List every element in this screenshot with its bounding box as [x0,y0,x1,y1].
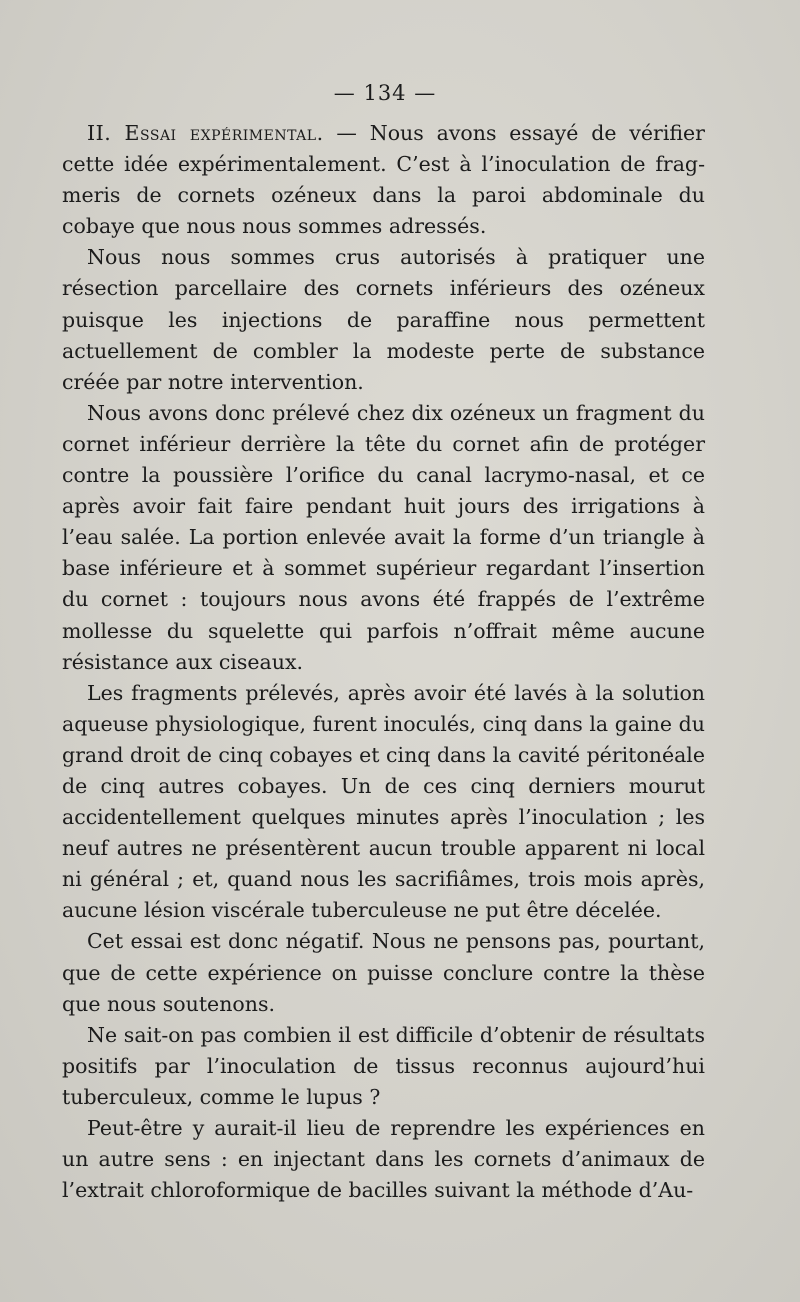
paragraph-1-text: Nous avons essayé de vérifier cette idée expérimentalement. C’est à l’inoculation de fragmeris de cornets ozéneux dans la paroi abdominale du cobaye que nous nous sommes adressés. [62,121,705,239]
paragraph-6: Ne sait-on pas combien il est difficile d’obtenir de résultats positifs par l’inoculation de tissus reconnus aujourd’hui tuberculeux, comme le lupus ? [62,1022,705,1109]
paragraph-4: Les fragments prélevés, après avoir été lavés à la solution aqueuse physiologique, furent inoculés, cinq dans la gaine du grand droit de cinq cobayes et cinq dans la cavité péritonéale de cinq autres cobayes. Un de ces cinq derniers mourut accidentellement quelques minutes après l’inoculation ; les neuf autres ne présentèrent aucun trouble apparent ni local ni général ; et, quand nous les sacrifiâmes, trois mois après, aucune lésion viscérale tuberculeuse ne put être décelée. [62,680,705,923]
paragraph-5: Cet essai est donc négatif. Nous ne pensons pas, pourtant, que de cette expérience on puisse conclure contre la thèse que nous soutenons. [62,929,705,1016]
paragraph-2: Nous nous sommes crus autorisés à pratiquer une résection parcellaire des cornets inférieurs des ozéneux puisque les injections de paraffine nous permettent actuellement de combler la modeste perte de substance créée par notre intervention. [62,245,705,394]
section-heading: II. Essai expérimental. [87,121,324,145]
page-number: — 134 — [333,81,437,105]
paragraph-1 [62,118,705,242]
paragraph-3: Nous avons donc prélevé chez dix ozéneux un fragment du cornet inférieur derrière la tête du cornet afin de protéger contre la poussière l’orifice du canal lacrymo-nasal, et ce après avoir fait faire pendant huit jours des irrigations à l’eau salée. La portion enlevée avait la forme d’un triangle à base inférieure et à sommet supérieur regardant l’insertion du cornet : toujours nous avons été frappés de l’extrême mollesse du squelette qui parfois n’offrait même aucune résistance aux ciseaux. [62,400,705,674]
paragraph-7: Peut-être y aurait-il lieu de reprendre les expériences en un autre sens : en injectant dans les cornets d’animaux de l’extrait chloroformique de bacilles suivant la méthode d’Au- [62,1116,705,1203]
section-separator: — [323,121,370,145]
body-text [62,118,705,1206]
